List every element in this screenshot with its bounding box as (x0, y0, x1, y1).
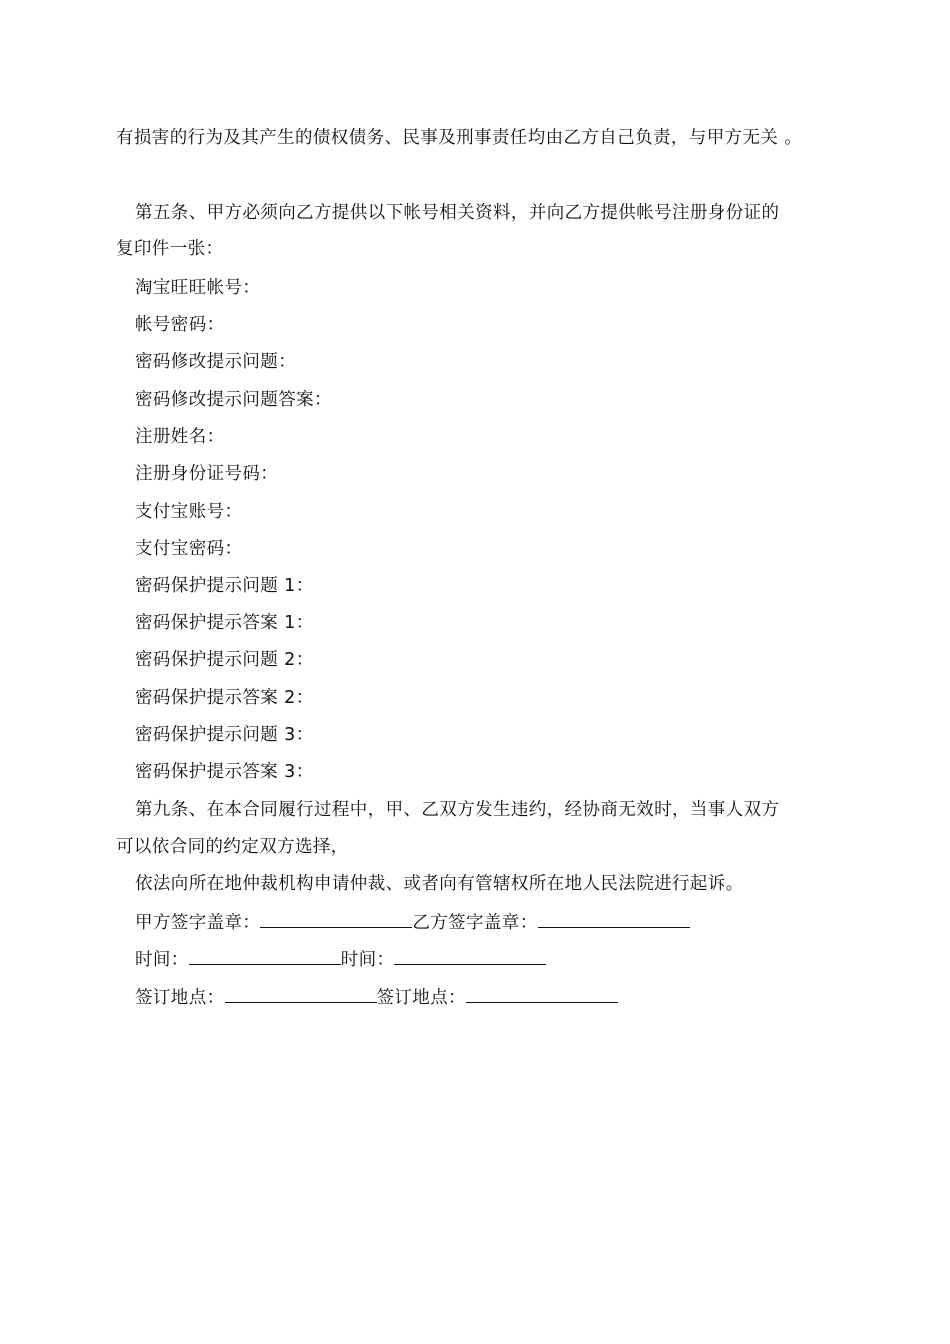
intro-line: 有损害的行为及其产生的债权债务、民事及刑事责任均由乙方自己负责，与甲方无关 。 (116, 128, 803, 148)
party-a-time-label: 时间： (135, 950, 189, 970)
article-5-line-1: 第五条、甲方必须向乙方提供以下帐号相关资料，并向乙方提供帐号注册身份证的 (135, 203, 780, 223)
field-password-hint-answer: 密码修改提示问题答案： (135, 390, 332, 410)
party-b-time-label: 时间： (340, 950, 395, 970)
party-b-place-blank (466, 985, 618, 1003)
field-security-answer-3: 密码保护提示答案 3： (135, 762, 314, 782)
party-a-seal-blank (260, 910, 412, 928)
field-taobao-account: 淘宝旺旺帐号： (135, 278, 261, 298)
field-password-hint-question: 密码修改提示问题： (135, 352, 297, 372)
field-security-answer-2: 密码保护提示答案 2： (135, 688, 314, 708)
article-5-line-2: 复印件一张： (116, 239, 224, 259)
party-a-seal-label: 甲方签字盖章： (135, 913, 261, 933)
party-a-time-blank (189, 947, 341, 965)
party-b-seal-blank (538, 910, 690, 928)
party-b-seal-label: 乙方签字盖章： (412, 913, 538, 933)
field-security-answer-1: 密码保护提示答案 1： (135, 613, 314, 633)
article-9-line-3: 依法向所在地仲裁机构申请仲裁、或者向有管辖权所在地人民法院进行起诉。 (135, 874, 744, 894)
party-b-time-blank (394, 947, 546, 965)
field-alipay-account: 支付宝账号： (135, 502, 243, 522)
party-b-place-label: 签订地点： (376, 988, 466, 1008)
signature-seal-line (135, 910, 690, 935)
signature-time-line (135, 947, 546, 972)
party-a-place-label: 签订地点： (135, 988, 225, 1008)
field-registered-name: 注册姓名： (135, 427, 225, 447)
article-9-line-1: 第九条、在本合同履行过程中，甲、乙双方发生违约，经协商无效时，当事人双方 (135, 800, 780, 820)
party-a-place-blank (225, 985, 377, 1003)
field-account-password: 帐号密码： (135, 315, 225, 335)
field-registered-id-number: 注册身份证号码： (135, 464, 279, 484)
field-security-question-3: 密码保护提示问题 3： (135, 725, 314, 745)
field-security-question-1: 密码保护提示问题 1： (135, 576, 314, 596)
article-9-line-2: 可以依合同的约定双方选择， (116, 837, 349, 857)
signature-place-line (135, 985, 618, 1010)
field-alipay-password: 支付宝密码： (135, 539, 243, 559)
field-security-question-2: 密码保护提示问题 2： (135, 650, 314, 670)
